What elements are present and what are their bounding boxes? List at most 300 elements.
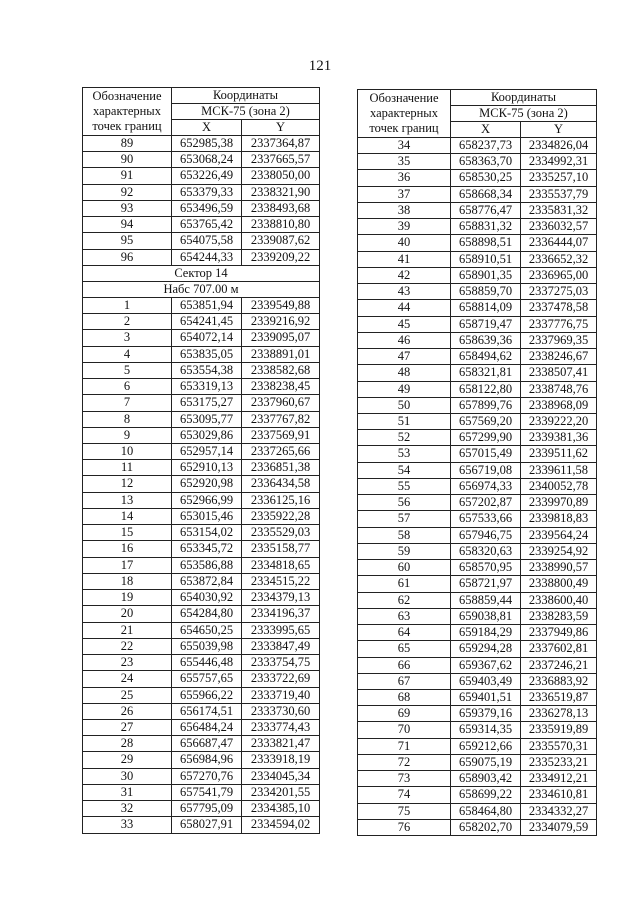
page-number: 121 [308, 58, 332, 74]
table-row [83, 476, 320, 492]
x-coordinate-cell: 653379,33 [172, 184, 242, 200]
table-row [358, 186, 597, 202]
point-number-cell: 89 [83, 136, 172, 152]
table-row [83, 703, 320, 719]
table-row [83, 152, 320, 168]
y-coordinate-cell: 2336965,00 [521, 267, 597, 283]
x-coordinate-cell: 653068,24 [172, 152, 242, 168]
x-coordinate-cell: 655039,98 [172, 638, 242, 654]
x-coordinate-cell: 655966,22 [172, 687, 242, 703]
point-number-cell: 32 [83, 801, 172, 817]
table-row [83, 557, 320, 573]
y-coordinate-cell: 2338891,01 [242, 346, 320, 362]
table-row [83, 508, 320, 524]
x-coordinate-cell: 657299,90 [451, 430, 521, 446]
y-coordinate-cell: 2338600,40 [521, 592, 597, 608]
point-number-cell: 43 [358, 284, 451, 300]
header-coords-system: МСК-75 (зона 2) [172, 104, 320, 120]
point-number-cell: 34 [358, 138, 451, 154]
x-coordinate-cell: 659401,51 [451, 689, 521, 705]
table-row [358, 413, 597, 429]
x-coordinate-cell: 659403,49 [451, 673, 521, 689]
point-number-cell: 22 [83, 638, 172, 654]
x-coordinate-cell: 658903,42 [451, 771, 521, 787]
x-coordinate-cell: 658639,36 [451, 332, 521, 348]
point-number-cell: 45 [358, 316, 451, 332]
y-coordinate-cell: 2335257,10 [521, 170, 597, 186]
y-coordinate-cell: 2339549,88 [242, 297, 320, 313]
point-number-cell: 19 [83, 590, 172, 606]
y-coordinate-cell: 2335233,21 [521, 754, 597, 770]
header-x: X [451, 122, 521, 138]
table-row [83, 379, 320, 395]
x-coordinate-cell: 658668,34 [451, 186, 521, 202]
point-number-cell: 33 [83, 817, 172, 833]
x-coordinate-cell: 653835,05 [172, 346, 242, 362]
x-coordinate-cell: 658237,73 [451, 138, 521, 154]
y-coordinate-cell: 2334332,27 [521, 803, 597, 819]
y-coordinate-cell: 2334196,37 [242, 606, 320, 622]
point-number-cell: 10 [83, 443, 172, 459]
point-number-cell: 92 [83, 184, 172, 200]
table-row [83, 330, 320, 346]
table-row [358, 138, 597, 154]
point-number-cell: 49 [358, 381, 451, 397]
y-coordinate-cell: 2337776,75 [521, 316, 597, 332]
y-coordinate-cell: 2333918,19 [242, 752, 320, 768]
table-row [83, 217, 320, 233]
point-number-cell: 94 [83, 217, 172, 233]
x-coordinate-cell: 658363,70 [451, 154, 521, 170]
point-number-cell: 44 [358, 300, 451, 316]
x-coordinate-cell: 653554,38 [172, 362, 242, 378]
point-number-cell: 73 [358, 771, 451, 787]
x-coordinate-cell: 658776,47 [451, 202, 521, 218]
y-coordinate-cell: 2338050,00 [242, 168, 320, 184]
point-number-cell: 42 [358, 267, 451, 283]
header-label-line: характерных [370, 106, 438, 120]
table-row [83, 411, 320, 427]
table-row [83, 346, 320, 362]
point-number-cell: 14 [83, 508, 172, 524]
table-row [358, 430, 597, 446]
y-coordinate-cell: 2339254,92 [521, 543, 597, 559]
point-number-cell: 37 [358, 186, 451, 202]
table-row [358, 592, 597, 608]
table-row [358, 300, 597, 316]
table-row [358, 511, 597, 527]
coordinates-table-left [82, 87, 320, 834]
point-number-cell: 30 [83, 768, 172, 784]
table-row [83, 443, 320, 459]
x-coordinate-cell: 659212,66 [451, 738, 521, 754]
table-row [358, 787, 597, 803]
point-number-cell: 11 [83, 460, 172, 476]
point-number-cell: 26 [83, 703, 172, 719]
x-coordinate-cell: 654244,33 [172, 249, 242, 265]
y-coordinate-cell: 2333730,60 [242, 703, 320, 719]
point-number-cell: 75 [358, 803, 451, 819]
point-number-cell: 48 [358, 365, 451, 381]
x-coordinate-cell: 652966,99 [172, 492, 242, 508]
y-coordinate-cell: 2335919,89 [521, 722, 597, 738]
x-coordinate-cell: 659184,29 [451, 625, 521, 641]
table-row [358, 365, 597, 381]
y-coordinate-cell: 2339970,89 [521, 495, 597, 511]
table-row [83, 541, 320, 557]
x-coordinate-cell: 653095,77 [172, 411, 242, 427]
y-coordinate-cell: 2337602,81 [521, 641, 597, 657]
point-number-cell: 41 [358, 251, 451, 267]
point-number-cell: 12 [83, 476, 172, 492]
table-row [83, 200, 320, 216]
table-row [83, 492, 320, 508]
table-row [83, 719, 320, 735]
point-number-cell: 39 [358, 219, 451, 235]
x-coordinate-cell: 658570,95 [451, 560, 521, 576]
table-row [358, 625, 597, 641]
point-number-cell: 15 [83, 525, 172, 541]
table-row [83, 687, 320, 703]
y-coordinate-cell: 2333722,69 [242, 671, 320, 687]
header-y: Y [242, 120, 320, 136]
point-number-cell: 40 [358, 235, 451, 251]
point-number-cell: 50 [358, 397, 451, 413]
sector-block [83, 265, 320, 297]
y-coordinate-cell: 2339222,20 [521, 413, 597, 429]
x-coordinate-cell: 658464,80 [451, 803, 521, 819]
point-number-cell: 69 [358, 706, 451, 722]
x-coordinate-cell: 658831,32 [451, 219, 521, 235]
table-row [358, 381, 597, 397]
point-number-cell: 47 [358, 349, 451, 365]
y-coordinate-cell: 2337949,86 [521, 625, 597, 641]
x-coordinate-cell: 657015,49 [451, 446, 521, 462]
y-coordinate-cell: 2339087,62 [242, 233, 320, 249]
x-coordinate-cell: 657270,76 [172, 768, 242, 784]
x-coordinate-cell: 658699,22 [451, 787, 521, 803]
y-coordinate-cell: 2336652,32 [521, 251, 597, 267]
point-number-cell: 74 [358, 787, 451, 803]
header-label-line: Обозначение [369, 91, 439, 105]
x-coordinate-cell: 653765,42 [172, 217, 242, 233]
table-row [358, 478, 597, 494]
y-coordinate-cell: 2334385,10 [242, 801, 320, 817]
table-row [83, 395, 320, 411]
y-coordinate-cell: 2338800,49 [521, 576, 597, 592]
table-row [358, 673, 597, 689]
y-coordinate-cell: 2338990,57 [521, 560, 597, 576]
point-number-cell: 20 [83, 606, 172, 622]
x-coordinate-cell: 654030,92 [172, 590, 242, 606]
y-coordinate-cell: 2335831,32 [521, 202, 597, 218]
table-row [358, 284, 597, 300]
point-number-cell: 27 [83, 719, 172, 735]
table-row [83, 314, 320, 330]
y-coordinate-cell: 2338968,09 [521, 397, 597, 413]
y-coordinate-cell: 2337275,03 [521, 284, 597, 300]
point-number-cell: 95 [83, 233, 172, 249]
table-row [358, 576, 597, 592]
x-coordinate-cell: 653015,46 [172, 508, 242, 524]
point-number-cell: 4 [83, 346, 172, 362]
header-y: Y [521, 122, 597, 138]
x-coordinate-cell: 658122,80 [451, 381, 521, 397]
x-coordinate-cell: 657569,20 [451, 413, 521, 429]
y-coordinate-cell: 2334818,65 [242, 557, 320, 573]
table-row [358, 170, 597, 186]
y-coordinate-cell: 2338748,76 [521, 381, 597, 397]
point-number-cell: 62 [358, 592, 451, 608]
x-coordinate-cell: 656974,33 [451, 478, 521, 494]
table-row [83, 362, 320, 378]
x-coordinate-cell: 656719,08 [451, 462, 521, 478]
table-row [358, 689, 597, 705]
y-coordinate-cell: 2333821,47 [242, 736, 320, 752]
point-number-cell: 52 [358, 430, 451, 446]
x-coordinate-cell: 657541,79 [172, 784, 242, 800]
header-coords-title: Координаты [451, 90, 597, 106]
y-coordinate-cell: 2338493,68 [242, 200, 320, 216]
table-row [83, 768, 320, 784]
y-coordinate-cell: 2334826,04 [521, 138, 597, 154]
point-number-cell: 18 [83, 573, 172, 589]
y-coordinate-cell: 2334079,59 [521, 819, 597, 835]
y-coordinate-cell: 2334610,81 [521, 787, 597, 803]
x-coordinate-cell: 653154,02 [172, 525, 242, 541]
y-coordinate-cell: 2333995,65 [242, 622, 320, 638]
header-label-line: точек границ [369, 121, 439, 135]
point-number-cell: 28 [83, 736, 172, 752]
table-row [358, 543, 597, 559]
table-row [358, 235, 597, 251]
point-number-cell: 61 [358, 576, 451, 592]
y-coordinate-cell: 2337364,87 [242, 136, 320, 152]
table-row [83, 168, 320, 184]
y-coordinate-cell: 2334045,34 [242, 768, 320, 784]
x-coordinate-cell: 653029,86 [172, 427, 242, 443]
point-number-cell: 63 [358, 608, 451, 624]
x-coordinate-cell: 652910,13 [172, 460, 242, 476]
y-coordinate-cell: 2339564,24 [521, 527, 597, 543]
y-coordinate-cell: 2339611,58 [521, 462, 597, 478]
sector-title: Сектор 14 [83, 265, 320, 281]
point-number-cell: 91 [83, 168, 172, 184]
y-coordinate-cell: 2334201,55 [242, 784, 320, 800]
point-number-cell: 21 [83, 622, 172, 638]
header-label-line: характерных [93, 104, 161, 118]
table-row [358, 771, 597, 787]
table-row [358, 560, 597, 576]
x-coordinate-cell: 658494,62 [451, 349, 521, 365]
table-row [358, 462, 597, 478]
x-coordinate-cell: 659314,35 [451, 722, 521, 738]
y-coordinate-cell: 2335922,28 [242, 508, 320, 524]
y-coordinate-cell: 2336444,07 [521, 235, 597, 251]
table-row [83, 784, 320, 800]
table-row [83, 460, 320, 476]
y-coordinate-cell: 2338246,67 [521, 349, 597, 365]
x-coordinate-cell: 659038,81 [451, 608, 521, 624]
table-row [358, 154, 597, 170]
table-row [83, 817, 320, 833]
table-row [83, 136, 320, 152]
point-number-cell: 1 [83, 297, 172, 313]
sector-area: Набс 707.00 м [83, 281, 320, 297]
x-coordinate-cell: 657533,66 [451, 511, 521, 527]
point-number-cell: 6 [83, 379, 172, 395]
x-coordinate-cell: 655446,48 [172, 655, 242, 671]
y-coordinate-cell: 2337767,82 [242, 411, 320, 427]
table-row [358, 446, 597, 462]
table-row [83, 655, 320, 671]
x-coordinate-cell: 657946,75 [451, 527, 521, 543]
table-row [83, 638, 320, 654]
y-coordinate-cell: 2338810,80 [242, 217, 320, 233]
x-coordinate-cell: 657795,09 [172, 801, 242, 817]
x-coordinate-cell: 654241,45 [172, 314, 242, 330]
x-coordinate-cell: 658859,44 [451, 592, 521, 608]
table-row [358, 706, 597, 722]
header-coords-title: Координаты [172, 88, 320, 104]
point-number-cell: 68 [358, 689, 451, 705]
point-number-cell: 23 [83, 655, 172, 671]
y-coordinate-cell: 2339381,36 [521, 430, 597, 446]
y-coordinate-cell: 2336519,87 [521, 689, 597, 705]
table-row [358, 657, 597, 673]
x-coordinate-cell: 656174,51 [172, 703, 242, 719]
point-number-cell: 8 [83, 411, 172, 427]
table-row [358, 316, 597, 332]
point-number-cell: 2 [83, 314, 172, 330]
point-number-cell: 57 [358, 511, 451, 527]
x-coordinate-cell: 658901,35 [451, 267, 521, 283]
y-coordinate-cell: 2334992,31 [521, 154, 597, 170]
y-coordinate-cell: 2334594,02 [242, 817, 320, 833]
x-coordinate-cell: 659367,62 [451, 657, 521, 673]
x-coordinate-cell: 653586,88 [172, 557, 242, 573]
table-row [358, 219, 597, 235]
point-number-cell: 66 [358, 657, 451, 673]
y-coordinate-cell: 2338238,45 [242, 379, 320, 395]
table-row [83, 233, 320, 249]
x-coordinate-cell: 653319,13 [172, 379, 242, 395]
point-number-cell: 59 [358, 543, 451, 559]
point-number-cell: 13 [83, 492, 172, 508]
y-coordinate-cell: 2336278,13 [521, 706, 597, 722]
y-coordinate-cell: 2336851,38 [242, 460, 320, 476]
table-row [358, 397, 597, 413]
table-row [83, 671, 320, 687]
point-number-cell: 17 [83, 557, 172, 573]
point-number-cell: 36 [358, 170, 451, 186]
x-coordinate-cell: 658859,70 [451, 284, 521, 300]
point-number-cell: 46 [358, 332, 451, 348]
y-coordinate-cell: 2339209,22 [242, 249, 320, 265]
x-coordinate-cell: 652920,98 [172, 476, 242, 492]
table-row [358, 819, 597, 835]
y-coordinate-cell: 2336883,92 [521, 673, 597, 689]
table-row [358, 267, 597, 283]
x-coordinate-cell: 656687,47 [172, 736, 242, 752]
x-coordinate-cell: 658530,25 [451, 170, 521, 186]
y-coordinate-cell: 2334912,21 [521, 771, 597, 787]
x-coordinate-cell: 655757,65 [172, 671, 242, 687]
x-coordinate-cell: 659075,19 [451, 754, 521, 770]
x-coordinate-cell: 658814,09 [451, 300, 521, 316]
point-number-cell: 96 [83, 249, 172, 265]
table-row [358, 495, 597, 511]
x-coordinate-cell: 653851,94 [172, 297, 242, 313]
y-coordinate-cell: 2337478,58 [521, 300, 597, 316]
point-number-cell: 7 [83, 395, 172, 411]
table-row [358, 349, 597, 365]
point-number-cell: 54 [358, 462, 451, 478]
x-coordinate-cell: 654650,25 [172, 622, 242, 638]
x-coordinate-cell: 656984,96 [172, 752, 242, 768]
table-row [358, 202, 597, 218]
point-number-cell: 29 [83, 752, 172, 768]
point-number-cell: 9 [83, 427, 172, 443]
table-body [83, 136, 320, 266]
point-number-cell: 35 [358, 154, 451, 170]
y-coordinate-cell: 2336125,16 [242, 492, 320, 508]
x-coordinate-cell: 652957,14 [172, 443, 242, 459]
point-number-cell: 76 [358, 819, 451, 835]
table-body [83, 297, 320, 833]
y-coordinate-cell: 2338507,41 [521, 365, 597, 381]
x-coordinate-cell: 654075,58 [172, 233, 242, 249]
table-row [358, 641, 597, 657]
point-number-cell: 24 [83, 671, 172, 687]
y-coordinate-cell: 2340052,78 [521, 478, 597, 494]
point-number-cell: 60 [358, 560, 451, 576]
table-row [83, 184, 320, 200]
x-coordinate-cell: 658898,51 [451, 235, 521, 251]
y-coordinate-cell: 2339818,83 [521, 511, 597, 527]
y-coordinate-cell: 2338582,68 [242, 362, 320, 378]
x-coordinate-cell: 658027,91 [172, 817, 242, 833]
x-coordinate-cell: 658721,97 [451, 576, 521, 592]
y-coordinate-cell: 2333719,40 [242, 687, 320, 703]
table-row [358, 608, 597, 624]
x-coordinate-cell: 653226,49 [172, 168, 242, 184]
point-number-cell: 90 [83, 152, 172, 168]
table-row [358, 722, 597, 738]
table-row [83, 606, 320, 622]
table-body [358, 138, 597, 836]
y-coordinate-cell: 2333847,49 [242, 638, 320, 654]
point-number-cell: 56 [358, 495, 451, 511]
y-coordinate-cell: 2337960,67 [242, 395, 320, 411]
y-coordinate-cell: 2334379,13 [242, 590, 320, 606]
y-coordinate-cell: 2335529,03 [242, 525, 320, 541]
table-row [358, 738, 597, 754]
point-number-cell: 5 [83, 362, 172, 378]
x-coordinate-cell: 652985,38 [172, 136, 242, 152]
header-label-cell [83, 88, 172, 136]
point-number-cell: 51 [358, 413, 451, 429]
point-number-cell: 31 [83, 784, 172, 800]
y-coordinate-cell: 2337969,35 [521, 332, 597, 348]
x-coordinate-cell: 654072,14 [172, 330, 242, 346]
x-coordinate-cell: 656484,24 [172, 719, 242, 735]
point-number-cell: 25 [83, 687, 172, 703]
x-coordinate-cell: 658320,63 [451, 543, 521, 559]
y-coordinate-cell: 2339216,92 [242, 314, 320, 330]
y-coordinate-cell: 2333774,43 [242, 719, 320, 735]
x-coordinate-cell: 658321,81 [451, 365, 521, 381]
